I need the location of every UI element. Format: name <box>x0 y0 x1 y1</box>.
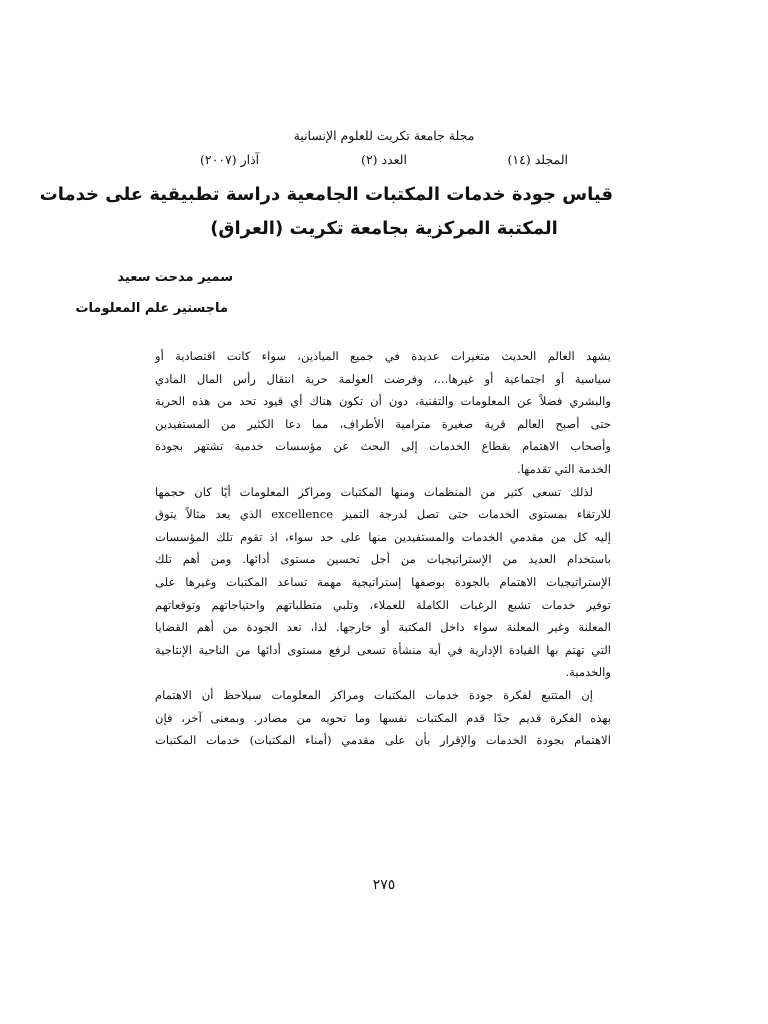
body-line: والخدمية. <box>565 665 611 680</box>
body-text <box>155 345 611 752</box>
author-degree: ماجستير علم المعلومات <box>75 301 228 316</box>
body-line: الخدمة التي تقدمها. <box>517 461 611 476</box>
body-line: وأصحاب الاهتمام بقطاع الخدمات إلى البحث عن مؤسسات خدمية تشتهر بجودة <box>155 439 611 454</box>
body-line: التي تهتم بها القيادة الإدارية في أية منشأة تسعى لرفع مستوى أدائها من الناحية الإنتاجية <box>155 642 611 657</box>
title-line-2: المكتبة المركزية بجامعة تكريت (العراق) <box>210 218 558 239</box>
journal-title: مجلة جامعة تكريت للعلوم الإنسانية <box>293 128 475 143</box>
date-label: آذار (٢٠٠٧) <box>200 152 260 167</box>
body-line: سياسية أو اجتماعية أو غيرها...، وفرضت العولمة حرية انتقال رأس المال المادي <box>155 371 611 386</box>
body-line: إن المتتبع لفكرة جودة خدمات المكتبات ومراكز المعلومات سيلاحظ أن الاهتمام <box>155 687 593 702</box>
volume-label: المجلد (١٤) <box>507 152 568 167</box>
title-line-1: قياس جودة خدمات المكتبات الجامعية دراسة تطبيقية على خدمات <box>39 184 613 205</box>
issue-label: العدد (٢) <box>361 152 407 167</box>
body-line: حتى أصبح العالم قرية صغيرة مترامية الأطراف، مما دعا الكثير من المستفيدين <box>155 416 611 431</box>
issue-metadata <box>200 152 568 170</box>
body-line: باستخدام العديد من الإستراتيجيات من أجل تحسين مستوى أدائها. ومن أهم تلك <box>155 552 611 567</box>
body-line: بهذه الفكرة قديم جدًا قدم المكتبات نفسها وما تحويه من مصادر. وبمعنى آخر، فإن <box>155 710 611 725</box>
body-line: والبشري فضلاً عن المعلومات والتقنية، دون أن تكون هناك أي قيود تحد من هذه الحرية <box>155 394 611 409</box>
article-title <box>39 178 613 246</box>
body-line: الاهتمام بجودة الخدمات والإقرار بأن على مقدمي (أمناء المكتبات) خدمات المكتبات <box>155 733 611 748</box>
author-name: سمير مدحت سعيد <box>117 270 233 285</box>
body-line: يشهد العالم الحديث متغيرات عديدة في جميع الميادين، سواء كانت اقتصادية أو <box>155 349 611 363</box>
body-line: توفير خدمات تشبع الرغبات الكاملة للعملاء، وتلبي متطلباتهم واحتياجاتهم وتوقعاتهم <box>155 597 611 612</box>
body-line: المعلنة وغير المعلنة سواء داخل المكتبة أو خارجها. لذا، تعد الجودة من أهم القضايا <box>155 620 611 635</box>
body-line: الإستراتيجيات الاهتمام بالجودة بوصفها إستراتيجية مهمة تساعد المكتبات وغيرها على <box>155 574 611 589</box>
body-line: إليه كل من مقدمي الخدمات والمستفيدين منها على حد سواء، اذ تقوم تلك المؤسسات <box>155 529 611 544</box>
body-line: لذلك تسعى كثير من المنظمات ومنها المكتبات ومراكز المعلومات أيًا كان حجمها <box>155 484 593 499</box>
body-line: للارتقاء بمستوى الخدمات حتى تصل لدرجة التميز excellence الذي يعد مثالاً يتوق <box>155 507 612 522</box>
page-number: ٢٧٥ <box>372 877 396 893</box>
